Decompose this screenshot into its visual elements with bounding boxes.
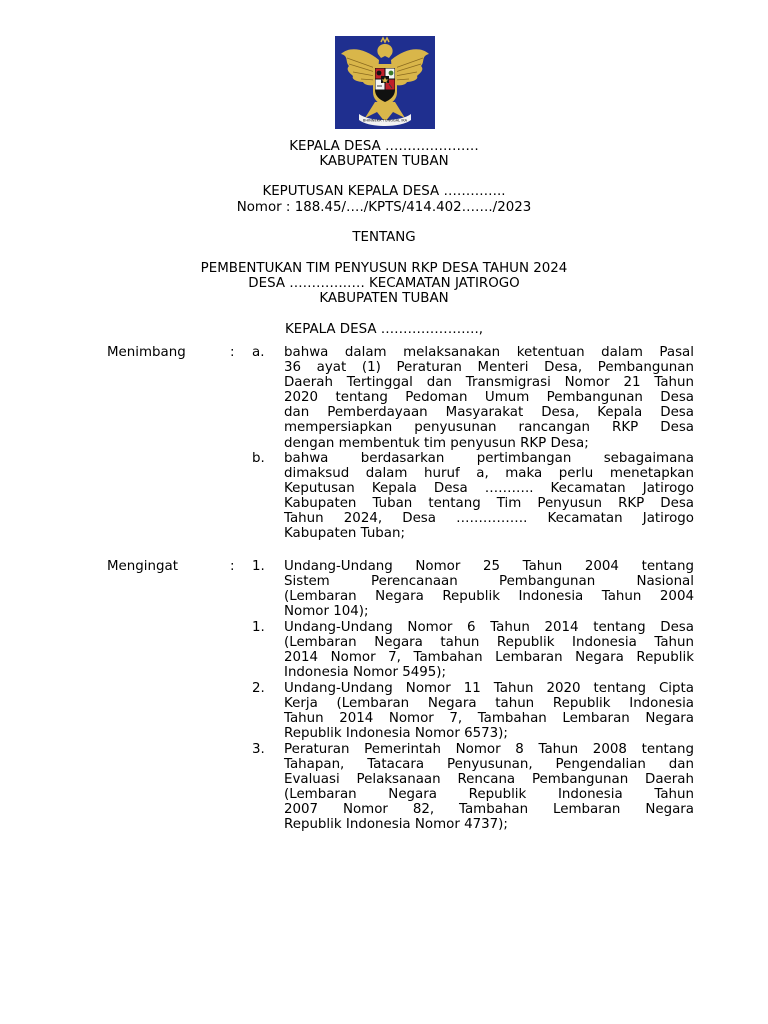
- mengingat-marker-3: 2.: [252, 681, 265, 696]
- text-line: Tahun 2014 Nomor 7, Tambahan Lembaran Negara: [284, 711, 694, 727]
- text-line: Undang-Undang Nomor 11 Tahun 2020 tentang Cipta: [284, 681, 694, 696]
- mengingat-marker-2: 1.: [252, 620, 265, 635]
- issuer-regency: KABUPATEN TUBAN: [319, 154, 449, 169]
- signer-heading: KEPALA DESA ………………….,: [285, 322, 483, 337]
- text-line: Kabupaten Tuban;: [284, 526, 406, 542]
- text-line: Peraturan Pemerintah Nomor 8 Tahun 2008 tentang: [284, 742, 694, 757]
- about-heading: TENTANG: [352, 230, 416, 245]
- text-line: dimaksud dalam huruf a, maka perlu menetapkan: [284, 466, 694, 482]
- text-line: Indonesia Nomor 5495);: [284, 665, 447, 681]
- subject-line-1: PEMBENTUKAN TIM PENYUSUN RKP DESA TAHUN 2024: [200, 261, 568, 276]
- mengingat-marker-1: 1.: [252, 559, 265, 574]
- text-line: Kabupaten Tuban tentang Tim Penyusun RKP Desa: [284, 496, 694, 512]
- text-line: Undang-Undang Nomor 6 Tahun 2014 tentang Desa: [284, 620, 694, 635]
- text-line: Tahapan, Tatacara Penyusunan, Pengendalian dan: [284, 757, 694, 773]
- text-line: mempersiapkan penyusunan rancangan RKP Desa: [284, 420, 694, 436]
- mengingat-colon: :: [230, 559, 235, 574]
- text-line: (Lembaran Negara Republik Indonesia Tahun 2004: [284, 589, 694, 605]
- text-line: Evaluasi Pelaksanaan Rencana Pembangunan Daerah: [284, 772, 694, 788]
- text-line: dengan membentuk tim penyusun RKP Desa;: [284, 435, 589, 451]
- text-line: Kerja (Lembaran Negara tahun Republik Indonesia: [284, 696, 694, 712]
- text-line: 2020 tentang Pedoman Umum Pembangunan Desa: [284, 390, 694, 406]
- text-line: Republik Indonesia Nomor 6573);: [284, 726, 508, 742]
- text-line: Republik Indonesia Nomor 4737);: [284, 817, 508, 833]
- text-line: dan Pemberdayaan Masyarakat Desa, Kepala Desa: [284, 405, 694, 421]
- decision-title: KEPUTUSAN KEPALA DESA …………..: [262, 184, 506, 199]
- subject-line-3: KABUPATEN TUBAN: [319, 291, 449, 306]
- text-line: 36 ayat (1) Peraturan Menteri Desa, Pembangunan: [284, 360, 694, 376]
- menimbang-marker-a: a.: [252, 345, 265, 360]
- text-line: Daerah Tertinggal dan Transmigrasi Nomor 21 Tahun: [284, 375, 694, 391]
- mengingat-item-3: [284, 681, 694, 741]
- text-line: (Lembaran Negara tahun Republik Indonesia Tahun: [284, 635, 694, 651]
- text-line: Tahun 2024, Desa ……………. Kecamatan Jatirogo: [284, 511, 694, 527]
- text-line: Sistem Perencanaan Pembangunan Nasional: [284, 574, 694, 590]
- decision-number: Nomor : 188.45/…./KPTS/414.402……./2023: [236, 200, 532, 215]
- text-line: 2014 Nomor 7, Tambahan Lembaran Negara Republik: [284, 650, 694, 666]
- mengingat-item-1: [284, 559, 694, 619]
- subject-line-2: DESA ………….…. KECAMATAN JATIROGO: [248, 276, 520, 291]
- text-line: Nomor 104);: [284, 604, 369, 620]
- menimbang-item-b: [284, 451, 694, 542]
- mengingat-item-4: [284, 742, 694, 833]
- text-line: 2007 Nomor 82, Tambahan Lembaran Negara: [284, 802, 694, 818]
- mengingat-marker-4: 3.: [252, 742, 265, 757]
- menimbang-colon: :: [230, 345, 235, 360]
- text-line: Keputusan Kepala Desa ……….. Kecamatan Jatirogo: [284, 481, 694, 497]
- text-line: bahwa berdasarkan pertimbangan sebagaimana: [284, 451, 694, 466]
- text-line: (Lembaran Negara Republik Indonesia Tahun: [284, 787, 694, 803]
- menimbang-label: Menimbang: [107, 345, 186, 360]
- mengingat-item-2: [284, 620, 694, 680]
- issuer-title: KEPALA DESA …………………: [289, 139, 479, 154]
- text-line: Undang-Undang Nomor 25 Tahun 2004 tentang: [284, 559, 694, 574]
- mengingat-label: Mengingat: [107, 559, 178, 574]
- emblem-motto: BHINNEKA TUNGGAL IKA: [362, 118, 408, 123]
- menimbang-marker-b: b.: [252, 451, 265, 466]
- text-line: bahwa dalam melaksanakan ketentuan dalam Pasal: [284, 345, 694, 360]
- menimbang-item-a: [284, 345, 694, 451]
- garuda-emblem-icon: [335, 36, 435, 129]
